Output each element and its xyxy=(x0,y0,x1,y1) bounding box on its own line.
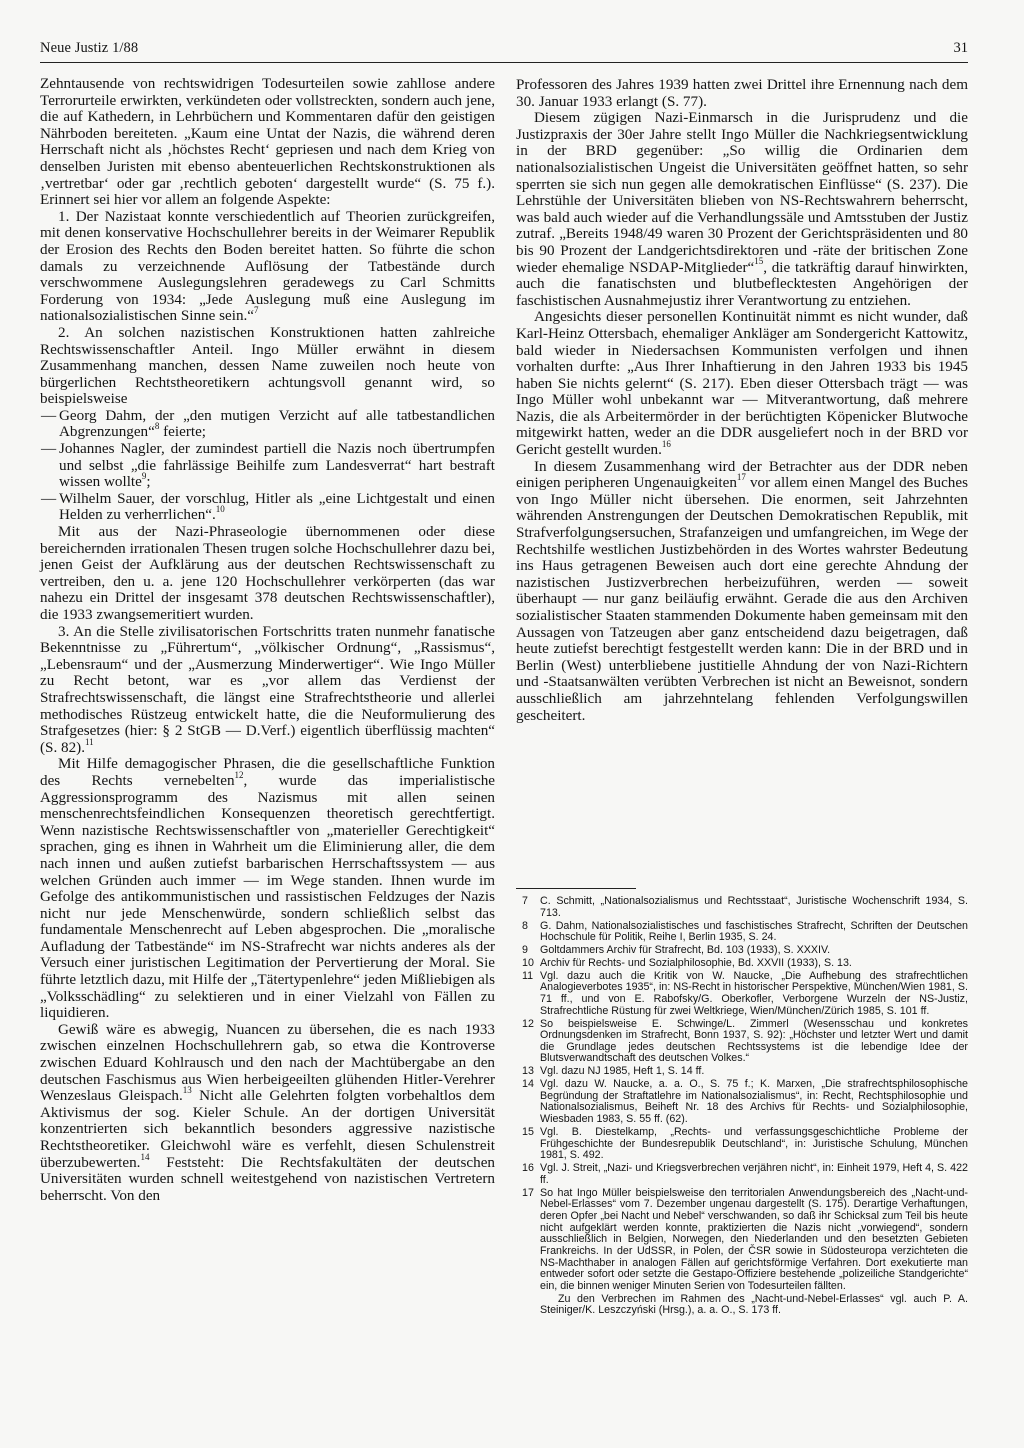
paragraph-text: Mit aus der Nazi-Phraseologie übernommenen oder diese bereichernden irrationalen Thesen trugen solche Hochschullehrer dazu bei, jenen Geist der Aufklärung aus der deutschen Rechtswissenschaft zu vertreiben, den u. a. jene 120 Hochschullehrer verkörperten (das war nahezu ein Drittel der insgesamt 378 deutschen Rechtswissenschaftler), die 1933 zwangsemeritiert wurden. xyxy=(40,523,495,623)
paragraph-text: , die tatkräftig darauf hinwirkten, auch die fanatischsten und blutbeflecktesten Angehörigen der faschistischen Ausnahmejustiz ihrer Verantwortung zu entziehen. xyxy=(516,258,968,309)
paragraph xyxy=(40,756,495,1022)
footnote xyxy=(516,1079,968,1126)
paragraph-text: Mit Hilfe demagogischer Phrasen, die die gesellschaftliche Funktion des Rechts vernebelten xyxy=(40,755,495,789)
footnote-number: 12 xyxy=(522,1017,534,1030)
paragraph-text: Angesichts dieser personellen Kontinuität nimmt es nicht wunder, daß Karl-Heinz Ottersbach, ehemaliger Ankläger am Sondergericht Kattowitz, bald wieder in Niedersachsen Kommunisten verfolgen und ihnen vorhalten durfte: „Aus Ihrer Inhaftierung in den Jahren 1933 bis 1945 haben Sie nichts gelernt“ (S. 217). Eben dieser Ottersbach trägt — was Ingo Müller wohl unbekannt war — Mitverantwortung, daß mehrere Nazis, die als Arbeitermörder in der berüchtigten Köpenicker Blutwoche mitgewirkt hatten, weder an die DDR ausgeliefert noch in der BRD vor Gericht gestellt wurden. xyxy=(516,308,968,459)
footnote-text: Archiv für Rechts- und Sozialphilosophie, Bd. XXVII (1933), S. 13. xyxy=(540,956,852,969)
footnote xyxy=(516,921,968,944)
footnote-ref[interactable]: 12 xyxy=(234,769,244,780)
paragraph-text: 3. An die Stelle zivilisatorischen Fortschritts traten nunmehr fanatische Bekenntnisse zu „Führertum“, „völkischer Ordnung“, „Rassismus“, „Lebensraum“ und der „Ausmerzung Minderwertiger“. Wie Ingo Müller zu Recht betont, war es „vor allem das Verdienst der Strafrechtswissenschaft, die längst eine Strafrechtstheorie und allerlei methodisches Rüstzeug entwickelt hatte, die die Neuformulierung des Strafgesetzes (hier: § 2 StGB — D.Verf.) eigentlich überflüssig machten“ (S. 82). xyxy=(40,622,495,756)
list-item-text: Johannes Nagler, der zumindest partiell die Nazis noch übertrumpfen und selbst „die fahrlässige Beihilfe zum Landesverrat“ hart bestraft wissen wollte xyxy=(59,440,495,491)
footnote xyxy=(516,896,968,919)
paragraph-text: Diesem zügigen Nazi-Einmarsch in die Jurisprudenz und die Justizpraxis der 30er Jahre stellt Ingo Müller die Nachkriegsentwicklung in der BRD gegenüber: „So willig die Ordinarien dem nationalsozialistischen Ungeist die Universitäten geöffnet hatten, so sehr sperrten sie sich nun gegen alle demokratischen Einflüsse“ (S. 237). Die Lehrstühle der Universitäten blieben von NS-Rechtswahrern beherrscht, was bald auch wieder auf die Verhandlungssäle und Amtsstuben der Justiz zutraf. „Bereits 1948/49 waren 30 Prozent der Gerichtspräsidenten und 80 bis 90 Prozent der Landgerichtsdirektoren und -räte der britischen Zone wieder ehemalige NSDAP-Mitglieder“ xyxy=(516,109,968,276)
list-item-tail: ; xyxy=(146,473,151,491)
footnote-text: So beispielsweise E. Schwinge/L. Zimmerl (Wesensschau und konkretes Ordnungsdenken im Strafrecht, Bonn 1937, S. 92): „Höchster und letzter Wert und damit die Grundlage jedes deutschen Rechtssystems ist die lebendige Idee der Blutsverwandtschaft des deutschen Volkes.“ xyxy=(540,1017,968,1065)
list-item-text: Georg Dahm, der „den mutigen Verzicht auf alle tatbestandlichen Abgrenzungen“ xyxy=(59,406,495,441)
paragraph-text: In diesem Zusammenhang wird der Betrachter aus der DDR neben einigen peripheren Ungenauigkeiten xyxy=(516,457,968,492)
footnote-number: 17 xyxy=(522,1186,534,1199)
paragraph-text: vor allem einen Mangel des Buches von Ingo Müller nicht übersehen. Die enormen, seit Jahrzehnten währenden Anstrengungen der Deutschen Demokratischen Republik, mit Strafverfolgungsersuchen, Strafanzeigen und umfangreichen, im Wege der Rechtshilfe westlichen Justizbehörden in des Wortes wahrster Bedeutung ins Haus getragenen Beweisen auch dort eine gerechte Ahndung der nazistischen Justizverbrechen herbeizuführen, werden — soweit überhaupt — nur ganz beiläufig erwähnt. Gerade die aus den Archiven sozialistischer Staaten stammenden Dokumente haben gemeinsam mit den Aussagen von Tatzeugen aber ganz entscheidend dazu beigetragen, daß heute zutiefst berechtigt festgestellt werden kann: Die in der BRD und in Berlin (West) unterbliebene justitielle Ahndung der von Nazi-Richtern und -Staatsanwälten verübten Verbrechen ist nicht an Beweisnot, sondern ausschließlich am jahrzehntelang fehlenden Verfolgungswillen gescheitert. xyxy=(516,474,968,724)
list-item xyxy=(40,491,495,524)
footnotes xyxy=(516,896,968,1317)
footnote-number: 13 xyxy=(522,1065,534,1078)
list-item-text: Wilhelm Sauer, der vorschlug, Hitler als „eine Lichtgestalt und einen Helden zu verherrlichen“. xyxy=(59,489,495,524)
footnote-text: Goltdammers Archiv für Strafrecht, Bd. 103 (1933), S. XXXIV. xyxy=(540,944,831,956)
paragraph xyxy=(40,325,495,408)
footnote-ref[interactable]: 14 xyxy=(140,1151,150,1162)
journal-title: Neue Justiz 1/88 xyxy=(40,40,139,56)
header-rule xyxy=(40,62,968,63)
page-header xyxy=(40,40,968,64)
footnote xyxy=(516,945,968,957)
paragraph xyxy=(516,309,968,458)
paragraph-text: 1. Der Nazistaat konnte verschiedentlich auf Theorien zurückgreifen, mit denen konservative Hochschullehrer bereits in der Weimarer Republik der Erosion des Rechts den Boden bereitet hatten. So führte die schon damals zu verzeichnende Auflösung der Tatbestände durch verschwommene Auslegungslehren geradewegs zu Carl Schmitts Forderung von 1934: „Jede Auslegung muß eine Auslegung im nationalsozialistischen Sinne sein.“ xyxy=(40,207,495,325)
footnote-text: Vgl. J. Streit, „Nazi- und Kriegsverbrechen verjähren nicht“, in: Einheit 1979, Heft 4, S. 422 ff. xyxy=(540,1162,968,1186)
paragraph xyxy=(40,1022,495,1205)
paragraph-text: , wurde das imperialistische Aggressionsprogramm des Nazismus mit allen seinen menschenrechtsfeindlichen Konsequenzen theoretisch gerechtfertigt. Wenn nazistische Rechtswissenschaftler von „materieller Gerechtigkeit“ sprachen, ging es ihnen in Wahrheit um die Eliminierung aller, die dem nach innen und außen zutiefst barbarischen Herrschaftssystem — aus welchen Gründen auch immer — im Wege standen. Ihnen wurde im Gefolge des antikommunistischen und rassistischen Feldzuges der Nazis nicht nur jede Menschenwürde, sondern schließlich selbst das fundamentale Menschenrecht auf Leben abgesprochen. Die „moralische Aufladung der Tatbestände“ im NS-Strafrecht war nichts anderes als der Versuch einer juristischen Legitimation der Pervertierung der Moral. Sie führte letztlich dazu, mit Hilfe der „Tätertypenlehre“ jeden Mißliebigen als „Volksschädling“ zu selektieren und in einer Vielzahl von Fällen zu liquidieren. xyxy=(40,771,496,1022)
footnote-number: 15 xyxy=(522,1125,534,1138)
footnote xyxy=(516,1163,968,1186)
footnote-ref[interactable]: 16 xyxy=(661,439,671,450)
paragraph xyxy=(40,209,495,325)
paragraph-text: Feststeht: Die Rechtsfakultäten der deutschen Universitäten wurden schnell weitestgehend von nazistischen Vertretern beherrscht. Von den xyxy=(40,1153,495,1204)
footnote xyxy=(516,958,968,970)
paragraph xyxy=(516,77,968,110)
footnote xyxy=(516,1127,968,1162)
paragraph xyxy=(516,459,968,725)
list-item xyxy=(40,441,495,491)
footnote-text: G. Dahm, Nationalsozialistisches und faschistisches Strafrecht, Schriften der Deutschen Hochschule für Politik, Reihe I, Berlin 1935, S. 24. xyxy=(540,919,968,944)
footnote-ref[interactable]: 17 xyxy=(736,472,746,483)
dash-bullet: — xyxy=(41,489,57,507)
footnote-ref[interactable]: 10 xyxy=(215,504,225,515)
footnote-ref[interactable]: 7 xyxy=(254,305,259,316)
footnote-number: 14 xyxy=(522,1078,534,1091)
list-item-tail: feierte; xyxy=(159,423,207,441)
right-column xyxy=(516,77,968,724)
footnote-text: Vgl. dazu auch die Kritik von W. Naucke, „Die Aufhebung des strafrechtlichen Analogieverbotes 1935“, in: NS-Recht in historischer Perspektive, München/Wien 1981, S. 71 ff., und von E. Rabofsky/G. Oberkofler, Verborgene Wurzeln der NS-Justiz, Strafrechtliche Rüstung für zwei Weltkriege, Wien/München/Zürich 1985, S. 101 ff. xyxy=(540,969,968,1017)
paragraph-text: 2. An solchen nazistischen Konstruktionen hatten zahlreiche Rechtswissenschaftler Anteil. Ingo Müller erwähnt in diesem Zusammenhang manchen, dessen Name zuweilen noch heute von bürgerlichen Rechtstheoretikern achtungsvoll genannt wird, so beispielsweise xyxy=(40,323,495,408)
footnote-separator xyxy=(516,888,636,889)
dash-bullet: — xyxy=(41,440,57,458)
footnote xyxy=(516,1188,968,1293)
left-column xyxy=(40,76,495,1204)
footnote-text: So hat Ingo Müller beispielsweise den territorialen Anwendungsbereich des „Nacht-und-Nebel-Erlasses“ vom 7. Dezember ungenau dargestellt (S. 175). Derartige Verhaftungen, deren Opfer „bei Nacht und Nebel“ verschwanden, so daß ihr Schicksal zum Teil bis heute nicht aufgeklärt werden konnte, praktizierten die Nazis nicht „vorwiegend“, sondern ausschließlich in Belgien, Norwegen, den Niederlanden und den besetzten Gebieten Frankreichs. In der UdSSR, in Polen, der ČSR sowie in Südosteuropa verzichteten die NS-Machthaber in analogen Fällen auf gerichtsförmige Verfahren. Dort exekutierte man entweder sofort oder setzte die Gestapo-Offiziere bestehende „polizeiliche Standgerichte“ ein, die binnen weniger Minuten Serien von Todesurteilen fällten. xyxy=(540,1186,968,1292)
paragraph xyxy=(40,76,495,209)
paragraph xyxy=(40,524,495,624)
page-number: 31 xyxy=(953,40,968,56)
paragraph xyxy=(40,624,495,757)
footnote-number: 9 xyxy=(522,944,528,956)
paragraph-text: Gewiß wäre es abwegig, Nuancen zu übersehen, die es nach 1933 zwischen einzelnen Hochschullehrern gab, so etwa die Kontroverse zwischen Eduard Kohlrausch und den nach der Machtübergabe an den deutschen Faschismus aus Wien herbeigeeilten glühenden Hitler-Verehrer Wenzeslaus Gleispach. xyxy=(40,1020,495,1105)
example-list xyxy=(40,408,495,524)
footnote-text: Vgl. dazu W. Naucke, a. a. O., S. 75 f.; K. Marxen, „Die strafrechtsphilosophische Begründung der Straftatlehre im Nationalsozialismus“, in: Recht, Rechtsphilosophie und Nationalsozialismus, Beiheft Nr. 18 des Archivs für Rechts- und Sozialphilosophie, Wiesbaden 1983, S. 55 ff. (62). xyxy=(540,1078,968,1126)
dash-bullet: — xyxy=(41,406,57,424)
paragraph-text: Professoren des Jahres 1939 hatten zwei Drittel ihre Ernennung nach dem 30. Januar 1933 erlangt (S. 77). xyxy=(516,76,968,110)
footnote-ref[interactable]: 9 xyxy=(141,471,147,482)
footnote xyxy=(516,1019,968,1066)
footnote-number: 16 xyxy=(522,1162,534,1175)
footnote xyxy=(516,1066,968,1078)
footnote xyxy=(516,971,968,1018)
footnote-ref[interactable]: 11 xyxy=(85,736,94,747)
footnote-text: C. Schmitt, „Nationalsozialismus und Rechtsstaat“, Juristische Wochenschrift 1934, S. 713. xyxy=(540,895,968,919)
footnote-ref[interactable]: 8 xyxy=(154,421,160,432)
footnote-number: 10 xyxy=(522,956,534,969)
list-item xyxy=(40,408,495,441)
paragraph xyxy=(516,110,968,309)
footnote-ref[interactable]: 15 xyxy=(754,256,764,267)
footnote-continuation: Zu den Verbrechen im Rahmen des „Nacht-und-Nebel-Erlasses“ vgl. auch P. A. Steiniger/K. Leszczyński (Hrsg.), a. a. O., S. 173 ff. xyxy=(540,1292,968,1317)
footnote-number: 7 xyxy=(522,895,528,907)
footnote-number: 11 xyxy=(522,969,534,982)
paragraph-text: Nicht alle Gelehrten folgten vorbehaltlos dem Aktivismus der sog. Kieler Schule. An der dortigen Universität konzentrierten sich bekanntlich besonders aggressive nazistische Rechtstheoretiker. Gleichwohl wäre es verfehlt, diesen Schulenstreit überzubewerten. xyxy=(40,1087,495,1171)
footnote-number: 8 xyxy=(522,919,528,932)
footnote-text: Vgl. B. Diestelkamp, „Rechts- und verfassungsgeschichtliche Probleme der Frühgeschichte der Bundesrepublik Deutschland“, in: Juristische Schulung, München 1981, S. 492. xyxy=(540,1125,968,1162)
footnote-ref[interactable]: 13 xyxy=(182,1085,192,1096)
paragraph-text: Zehntausende von rechtswidrigen Todesurteilen sowie zahllose andere Terrorurteile erwirkten, verkündeten oder vollstreckten, sondern auch jene, die auf Kathedern, in Lehrbüchern und Kommentaren dafür den geistigen Nährboden bereiteten. „Kaum eine Untat der Nazis, die während deren Herrschaft nicht als ‚höchstes Recht‘ gepriesen und nach dem Krieg von denselben Juristen mit ebenso abenteuerlichen Rechtskonstruktionen als ‚vertretbar‘ oder gar ‚rechtlich geboten‘ dargestellt wurde“ (S. 75 f.). Erinnert sei hier vor allem an folgende Aspekte: xyxy=(40,75,495,209)
footnote-text: Vgl. dazu NJ 1985, Heft 1, S. 14 ff. xyxy=(540,1065,705,1078)
